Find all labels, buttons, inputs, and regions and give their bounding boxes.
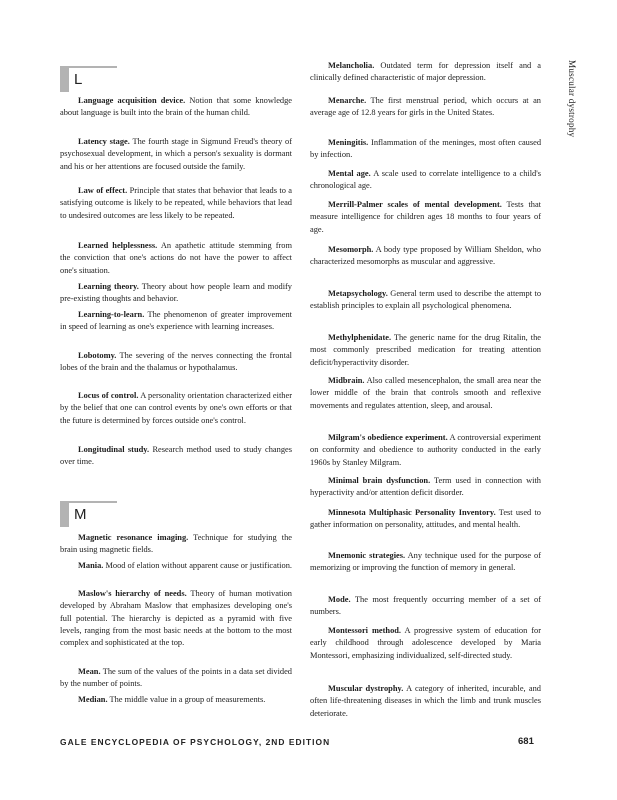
glossary-entry — [310, 683, 541, 720]
entry-term: Mania. — [78, 561, 104, 570]
entry-term: Learning-to-learn. — [78, 310, 145, 319]
entry-term: Language acquisition device. — [78, 96, 186, 105]
entry-term: Metapsychology. — [328, 289, 388, 298]
entry-definition: A body type proposed by William Sheldon, who characterized mesomorphs as muscular and aggressive. — [310, 245, 541, 267]
entry-term: Merrill-Palmer scales of mental development. — [328, 200, 502, 209]
entry-definition: The fourth stage in Sigmund Freud's theory of psychosexual development, in which a person's sexuality is dormant and his or her attentions are focused outside the family. — [60, 137, 293, 171]
glossary-entry — [310, 475, 541, 500]
entry-definition: Principle that states that behavior that leads to a satisfying outcome is likely to be repeated, while behaviors that lead to undesired outcomes are less likely to be repeated. — [60, 186, 293, 220]
glossary-entry — [310, 432, 541, 469]
glossary-entry — [310, 199, 541, 236]
entry-term: Montessori method. — [328, 626, 402, 635]
entry-definition: Technique for studying the brain using magnetic fields. — [60, 533, 292, 555]
entry-term: Melancholia. — [328, 61, 375, 70]
entry-term: Magnetic resonance imaging. — [78, 533, 189, 542]
entry-definition: Research method used to study changes over time. — [60, 445, 293, 467]
entry-definition: Test used to gather information on personality, attitudes, and mental health. — [310, 508, 541, 530]
entry-term: Mean. — [78, 667, 101, 676]
entry-definition: Inflammation of the meninges, most often caused by infection. — [310, 138, 542, 160]
glossary-entry — [60, 281, 292, 306]
glossary-entry — [310, 244, 541, 269]
glossary-entry — [60, 350, 292, 375]
entry-term: Median. — [78, 695, 108, 704]
entry-term: Minimal brain dysfunction. — [328, 476, 431, 485]
entry-definition: A progressive system of education for early childhood through adolescence developed by Maria Montessori, emphasizing individualized, self-directed study. — [310, 626, 541, 660]
entry-definition: An apathetic attitude stemming from the conviction that one's actions do not have the power to affect one's situation. — [60, 241, 292, 275]
section-header-rule — [69, 501, 117, 503]
footer-page-number: 681 — [518, 736, 534, 747]
glossary-entry — [310, 375, 541, 412]
section-letter: M — [74, 506, 87, 523]
entry-term: Learning theory. — [78, 282, 139, 291]
entry-definition: Mood of elation without apparent cause or justification. — [105, 561, 292, 570]
entry-definition: The first menstrual period, which occurs at an average age of 12.8 years for girls in the United States. — [310, 96, 541, 118]
glossary-entry — [310, 137, 541, 162]
entry-term: Mental age. — [328, 169, 371, 178]
entry-term: Learned helplessness. — [78, 241, 158, 250]
entry-term: Mesomorph. — [328, 245, 374, 254]
entry-definition: The phenomenon of greater improvement in speed of learning as one's experience with learning increases. — [60, 310, 292, 332]
glossary-entry — [310, 594, 541, 619]
footer-publication-title: GALE ENCYCLOPEDIA OF PSYCHOLOGY, 2ND EDITION — [60, 737, 331, 747]
entry-definition: Notion that some knowledge about language is built into the brain of the human child. — [60, 96, 293, 118]
entry-definition: Theory of human motivation developed by Abraham Maslow that emphasizes developing one's full potential. The hierarchy is depicted as a pyramid with five levels, ranging from the most basic needs at the bottom to the most complex and sophisticated at the top. — [60, 589, 292, 648]
entry-definition: Outdated term for depression itself and a clinically defined characteristic of major depression. — [310, 61, 542, 83]
entry-definition: A controversial experiment on conformity and obedience to authority conducted in the early 1960s by Stanley Milgram. — [310, 433, 541, 467]
glossary-entry — [60, 136, 292, 173]
entry-definition: The sum of the values of the points in a data set divided by the number of points. — [60, 667, 292, 689]
entry-term: Locus of control. — [78, 391, 139, 400]
entry-definition: A scale used to correlate intelligence to a child's chronological age. — [310, 169, 541, 191]
entry-term: Milgram's obedience experiment. — [328, 433, 448, 442]
glossary-entry — [310, 507, 541, 532]
glossary-entry — [60, 588, 292, 649]
entry-definition: The severing of the nerves connecting the frontal lobes of the brain and the thalamus or hypothalamus. — [60, 351, 292, 373]
glossary-entry — [60, 185, 292, 222]
entry-term: Law of effect. — [78, 186, 128, 195]
entry-term: Minnesota Multiphasic Personality Inventory. — [328, 508, 496, 517]
entry-definition: A category of inherited, incurable, and often life-threatening diseases in which the limb and trunk muscles deteriorate. — [310, 684, 541, 718]
glossary-entry — [60, 444, 292, 469]
section-header-bar — [60, 66, 69, 92]
glossary-entry — [310, 288, 541, 313]
entry-definition: Any technique used for the purpose of memorizing or improving the function of memory in general. — [310, 551, 541, 573]
glossary-entry — [310, 95, 541, 120]
entry-definition: The middle value in a group of measurements. — [109, 695, 266, 704]
entry-term: Menarche. — [328, 96, 367, 105]
section-header-m — [60, 501, 120, 527]
glossary-entry — [60, 560, 292, 572]
entry-term: Longitudinal study. — [78, 445, 150, 454]
glossary-entry — [60, 666, 292, 691]
entry-definition: Also called mesencephalon, the small area near the lower middle of the brain that controls smooth and reflexive movements and regulates attention, sleep, and arousal. — [310, 376, 541, 410]
glossary-entry — [60, 694, 292, 706]
entry-definition: General term used to describe the attempt to establish principles to explain all psychological phenomena. — [310, 289, 542, 311]
entry-definition: A personality orientation characterized either by the belief that one can control events by one's own efforts or that the future is determined by forces outside one's control. — [60, 391, 292, 425]
entry-definition: The most frequently occurring member of a set of numbers. — [310, 595, 541, 617]
entry-term: Mode. — [328, 595, 351, 604]
glossary-entry — [310, 168, 541, 193]
glossary-entry — [60, 95, 292, 120]
entry-term: Meningitis. — [328, 138, 369, 147]
glossary-entry — [310, 332, 541, 369]
entry-term: Latency stage. — [78, 137, 130, 146]
glossary-entry — [60, 390, 292, 427]
entry-definition: The generic name for the drug Ritalin, the most commonly prescribed medication for treating attention deficit/hyperactivity disorder. — [310, 333, 541, 367]
entry-definition: Tests that measure intelligence for children ages 18 months to four years of age. — [310, 200, 541, 234]
section-header-rule — [69, 66, 117, 68]
section-header-l — [60, 66, 120, 92]
side-tab-running-head: Muscular dystrophy — [567, 60, 577, 138]
glossary-entry — [60, 532, 292, 557]
entry-term: Methylphenidate. — [328, 333, 392, 342]
section-letter: L — [74, 71, 83, 88]
glossary-entry — [310, 60, 541, 85]
entry-term: Maslow's hierarchy of needs. — [78, 589, 187, 598]
glossary-entry — [310, 550, 541, 575]
entry-term: Lobotomy. — [78, 351, 117, 360]
entry-definition: Term used in connection with hyperactivity and/or attention deficit disorder. — [310, 476, 541, 498]
entry-definition: Theory about how people learn and modify pre-existing thoughts and behavior. — [60, 282, 292, 304]
entry-term: Mnemonic strategies. — [328, 551, 406, 560]
section-header-bar — [60, 501, 69, 527]
glossary-entry — [60, 240, 292, 277]
glossary-entry — [60, 309, 292, 334]
entry-term: Midbrain. — [328, 376, 365, 385]
entry-term: Muscular dystrophy. — [328, 684, 404, 693]
glossary-entry — [310, 625, 541, 662]
